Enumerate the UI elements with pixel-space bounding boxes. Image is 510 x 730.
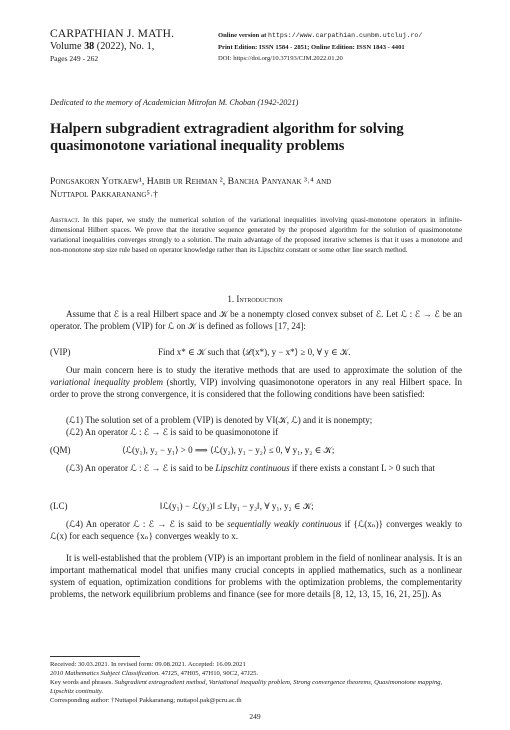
condition-3-c: if there exists a constant L > 0 such that (289, 463, 435, 473)
equation-tag: (QM) (50, 445, 71, 455)
paragraph-3: It is well-established that the problem (VIP) is an important problem in the field of nonlinear analysis. It is an important mathematical model that unifies many crucial concepts in applied mathematics, such as a nonlinear system of equation, optimization conditions for problems with the optimization problems, the complementarity problems, the network equilibrium problems and finance (see for more details [8, 12, 13, 15, 16, 21, 25]). As (50, 553, 462, 599)
journal-header (50, 28, 174, 66)
authors-line-2: Nuttapol Pakkaranang⁵˒† (50, 188, 159, 200)
paragraph-2-c: (shortly, VIP) involving quasimonotone operators in any real Hilbert space. In order to prove the strong convergence, it is considered that the following conditions have been satisfied: (50, 377, 462, 399)
paragraph-2-a: Our main concern here is to study the iterative methods that are used to approximate the solution of the (66, 365, 462, 375)
online-line (218, 30, 478, 42)
doi-line[interactable]: DOI: https://doi.org/10.37193/CJM.2022.01.20 (218, 55, 343, 62)
paragraph-2 (50, 364, 462, 400)
page-number: 249 (249, 712, 261, 721)
footnote-received: Received: 30.03.2021. In revised form: 09.08.2021. Accepted: 16.09.2021 (50, 661, 246, 668)
condition-3 (50, 462, 462, 474)
volume-number: 38 (84, 40, 95, 52)
keywords-text: Subgradient extragradient method, Variational inequality problem, Strong convergence theorems, Quasimonotone mapping, Lipschitz continuity. (50, 679, 443, 695)
equation-tag: (LC) (50, 501, 68, 511)
footnote-rule (50, 656, 140, 657)
authors (50, 176, 470, 201)
paragraph-1: Assume that ℰ is a real Hilbert space and 𝒦 be a nonempty closed convex subset of ℰ. Let ℒ : ℰ → ℰ be an operator. The problem (VIP) for ℒ on 𝒦 is defined as follows [17, 24]: (50, 309, 462, 331)
footnote-corresponding: Corresponding author: †Nuttapol Pakkaranang; nuttapol.pak@pcru.ac.th (50, 697, 242, 704)
abstract-text: In this paper, we study the numerical solution of the variational inequalities involving quasi-monotone operators in infinite-dimensional Hilbert spaces. We prove that the iterative sequence generated by the proposed algorithm for the solution of quasimonotone variational inequalities converges strongly to a solution. The main advantage of the proposed iterative schemes is that it uses a monotone and non-monotone step size rule based on operator knowledge rather than its Lipschitz constant or some other line search method. (50, 216, 462, 254)
online-prefix: Online version at (218, 32, 269, 39)
paper-title: Halpern subgradient extragradient algorithm for solving quasimonotone variational inequality problems (50, 121, 404, 154)
msc-label: 2010 Mathematics Subject Classification. (50, 670, 160, 677)
publication-info (218, 30, 478, 65)
abstract-label: Abstract. (50, 216, 80, 224)
journal-name: CARPATHIAN J. MATH. (50, 28, 175, 40)
dedication: Dedicated to the memory of Academician Mitrofan M. Choban (1942-2021) (50, 98, 299, 107)
condition-3-emph: Lipschitz continuous (215, 463, 290, 473)
equation-body: Find x* ∈ 𝒦 such that ⟨ℒ(x*), y − x*⟩ ≥ 0, ∀ y ∈ 𝒦. (158, 347, 351, 357)
volume-rest: (2022), No. 1, (94, 40, 155, 52)
condition-4 (50, 518, 462, 542)
equation-body: ⟨ℒ(y₁), y₂ − y₁⟩ > 0 ⟹ ⟨ℒ(y₂), y₁ − y₂⟩ ≤ 0, ∀ y₁, y₂ ∈ 𝒦; (122, 445, 335, 455)
volume-line (50, 41, 174, 54)
footnote-keywords (50, 678, 462, 696)
msc-codes: 47J25, 47H05, 47H10, 90C2, 47J25. (159, 670, 259, 677)
equation-tag: (VIP) (50, 347, 71, 357)
footnote-msc (50, 669, 462, 678)
authors-line-1: Pongsakorn Yotkaew¹, Habib ur Rehman ², Bancha Panyanak ³˒⁴ and (50, 176, 332, 187)
equation-body: ‖ℒ(y₁) − ℒ(y₂)‖ ≤ L‖y₁ − y₂‖, ∀ y₁, y₂ ∈ 𝒦; (160, 501, 314, 511)
condition-2: (ℒ2) An operator ℒ : ℰ → ℰ is said to be quasimonotone if (66, 427, 279, 437)
keywords-label: Key words and phrases. (50, 679, 113, 686)
abstract (50, 215, 462, 255)
online-url[interactable]: https://www.carpathian.cunbm.utcluj.ro/ (268, 32, 423, 39)
condition-4-c: if {ℒ(xₙ)} converges weakly to ℒ(x) for each sequence {xₙ} converges weakly to x. (50, 519, 462, 541)
condition-1: (ℒ1) The solution set of a problem (VIP) is denoted by VI(𝒦, ℒ) and it is nonempty; (66, 415, 373, 425)
volume-prefix: Volume (50, 40, 85, 52)
section-heading: 1. Introduction (227, 294, 283, 304)
condition-4-a: (ℒ4) An operator ℒ : ℰ → ℰ is said to be (66, 519, 228, 529)
page-range: Pages 249 - 262 (50, 54, 99, 63)
issn-line: Print Edition: ISSN 1584 - 2851; Online Edition: ISSN 1843 - 4401 (218, 43, 405, 51)
paragraph-2-emph: variational inequality problem (50, 377, 163, 387)
condition-4-emph: sequentially weakly continuous (227, 519, 342, 529)
condition-3-a: (ℒ3) An operator ℒ : ℰ → ℰ is said to be (66, 463, 216, 473)
